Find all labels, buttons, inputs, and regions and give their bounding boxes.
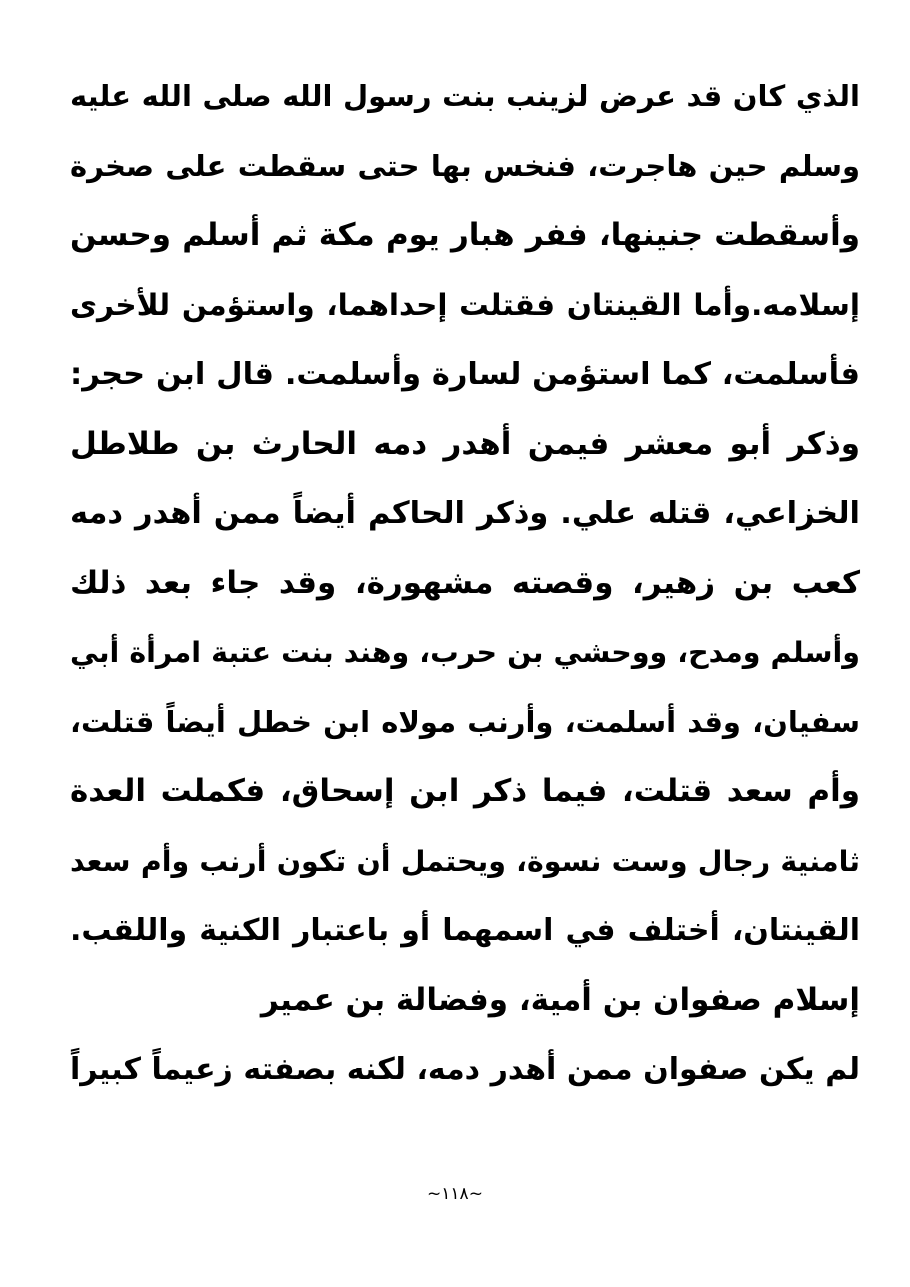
body-text [70, 62, 860, 1105]
body-line-4: إسلامه.وأما القينتان فقتلت إحداهما، واستؤمن للأخرى [70, 287, 860, 322]
body-line-6: وذكر أبو معشر فيمن أهدر دمه الحارث بن طلاطل [70, 425, 860, 462]
body-line-8: كعب بن زهير، وقصته مشهورة، وقد جاء بعد ذلك [70, 564, 860, 601]
body-line-1: الذي كان قد عرض لزينب بنت رسول الله صلى الله عليه [70, 79, 860, 113]
body-line-12: ثامنية رجال وست نسوة، ويحتمل أن تكون أرنب وأم سعد [70, 844, 860, 878]
body-line-10: سفيان، وقد أسلمت، وأرنب مولاه ابن خطل أيضاً قتلت، [70, 704, 860, 739]
section-heading: إسلام صفوان بن أمية، وفضالة بن عمير [260, 981, 860, 1018]
page-number: ~١١٨~ [427, 1184, 483, 1204]
body-line-11: وأم سعد قتلت، فيما ذكر ابن إسحاق، فكملت العدة [70, 773, 860, 809]
body-line-13: القينتان، أختلف في اسمهما أو باعتبار الكنية واللقب. [70, 913, 860, 948]
body-line-5: فأسلمت، كما استؤمن لسارة وأسلمت. قال ابن حجر: [70, 357, 860, 392]
body-line-3: وأسقطت جنينها، ففر هبار يوم مكة ثم أسلم وحسن [70, 217, 860, 253]
body-line-15: لم يكن صفوان ممن أهدر دمه، لكنه بصفته زعيماً كبيراً [70, 1052, 860, 1087]
body-line-2: وسلم حين هاجرت، فنخس بها حتى سقطت على صخرة [70, 148, 860, 183]
body-line-9: وأسلم ومدح، ووحشي بن حرب، وهند بنت عتبة امرأة أبي [70, 636, 860, 669]
body-line-7: الخزاعي، قتله علي. وذكر الحاكم أيضاً ممن أهدر دمه [70, 496, 860, 531]
